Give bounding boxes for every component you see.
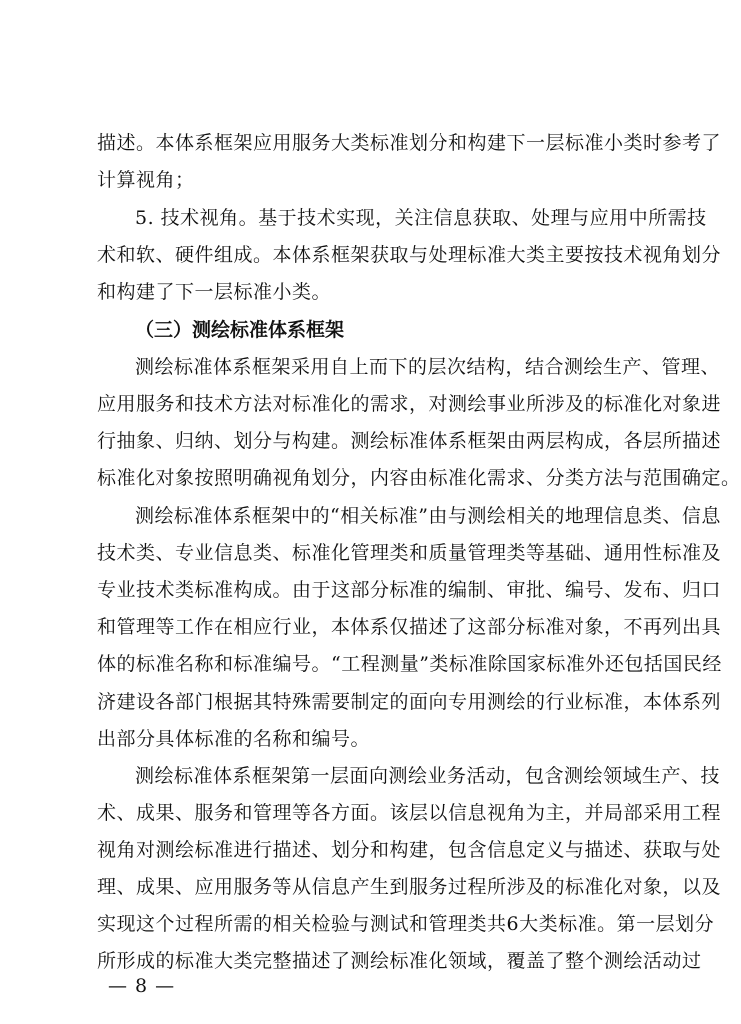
body-line: 术、成果、服务和管理等各方面。该层以信息视角为主，并局部采用工程 [97, 802, 722, 824]
body-line: 计算视角； [97, 169, 195, 191]
body-line: 和构建了下一层标准小类。 [97, 281, 332, 303]
body-line: 行抽象、归纳、划分与构建。测绘标准体系框架由两层构成，各层所描述 [97, 430, 722, 452]
body-line: 技术类、专业信息类、标准化管理类和质量管理类等基础、通用性标准及 [97, 542, 722, 564]
section-heading: （三）测绘标准体系框架 [135, 319, 345, 341]
body-line: 测绘标准体系框架中的“相关标准”由与测绘相关的地理信息类、信息 [135, 505, 721, 527]
body-line: 应用服务和技术方法对标准化的需求，对测绘事业所涉及的标准化对象进 [97, 393, 722, 415]
body-line: 体的标准名称和标准编号。“工程测量”类标准除国家标准外还包括国民经 [97, 653, 722, 675]
body-line: 理、成果、应用服务等从信息产生到服务过程所涉及的标准化对象，以及 [97, 876, 722, 898]
body-line: 视角对测绘标准进行描述、划分和构建，包含信息定义与描述、获取与处 [97, 839, 722, 861]
body-line: 标准化对象按照明确视角划分，内容由标准化需求、分类方法与范围确定。 [97, 467, 741, 489]
body-line: 济建设各部门根据其特殊需要制定的面向专用测绘的行业标准，本体系列 [97, 691, 722, 713]
body-line: 专业技术类标准构成。由于这部分标准的编制、审批、编号、发布、归口 [97, 579, 722, 601]
page-number: — 8 — [108, 975, 176, 997]
body-line: 5. 技术视角。基于技术实现，关注信息获取、处理与应用中所需技 [135, 207, 707, 229]
body-line: 描述。本体系框架应用服务大类标准划分和构建下一层标准小类时参考了 [97, 132, 722, 154]
body-line: 测绘标准体系框架采用自上而下的层次结构，结合测绘生产、管理、 [135, 356, 721, 378]
body-line: 实现这个过程所需的相关检验与测试和管理类共6大类标准。第一层划分 [97, 913, 715, 935]
body-line: 出部分具体标准的名称和编号。 [97, 728, 371, 750]
body-line: 测绘标准体系框架第一层面向测绘业务活动，包含测绘领域生产、技 [135, 765, 721, 787]
body-line: 术和软、硬件组成。本体系框架获取与处理标准大类主要按技术视角划分 [97, 244, 722, 266]
body-line: 所形成的标准大类完整描述了测绘标准化领域，覆盖了整个测绘活动过 [97, 950, 702, 972]
body-line: 和管理等工作在相应行业，本体系仅描述了这部分标准对象，不再列出具 [97, 616, 722, 638]
